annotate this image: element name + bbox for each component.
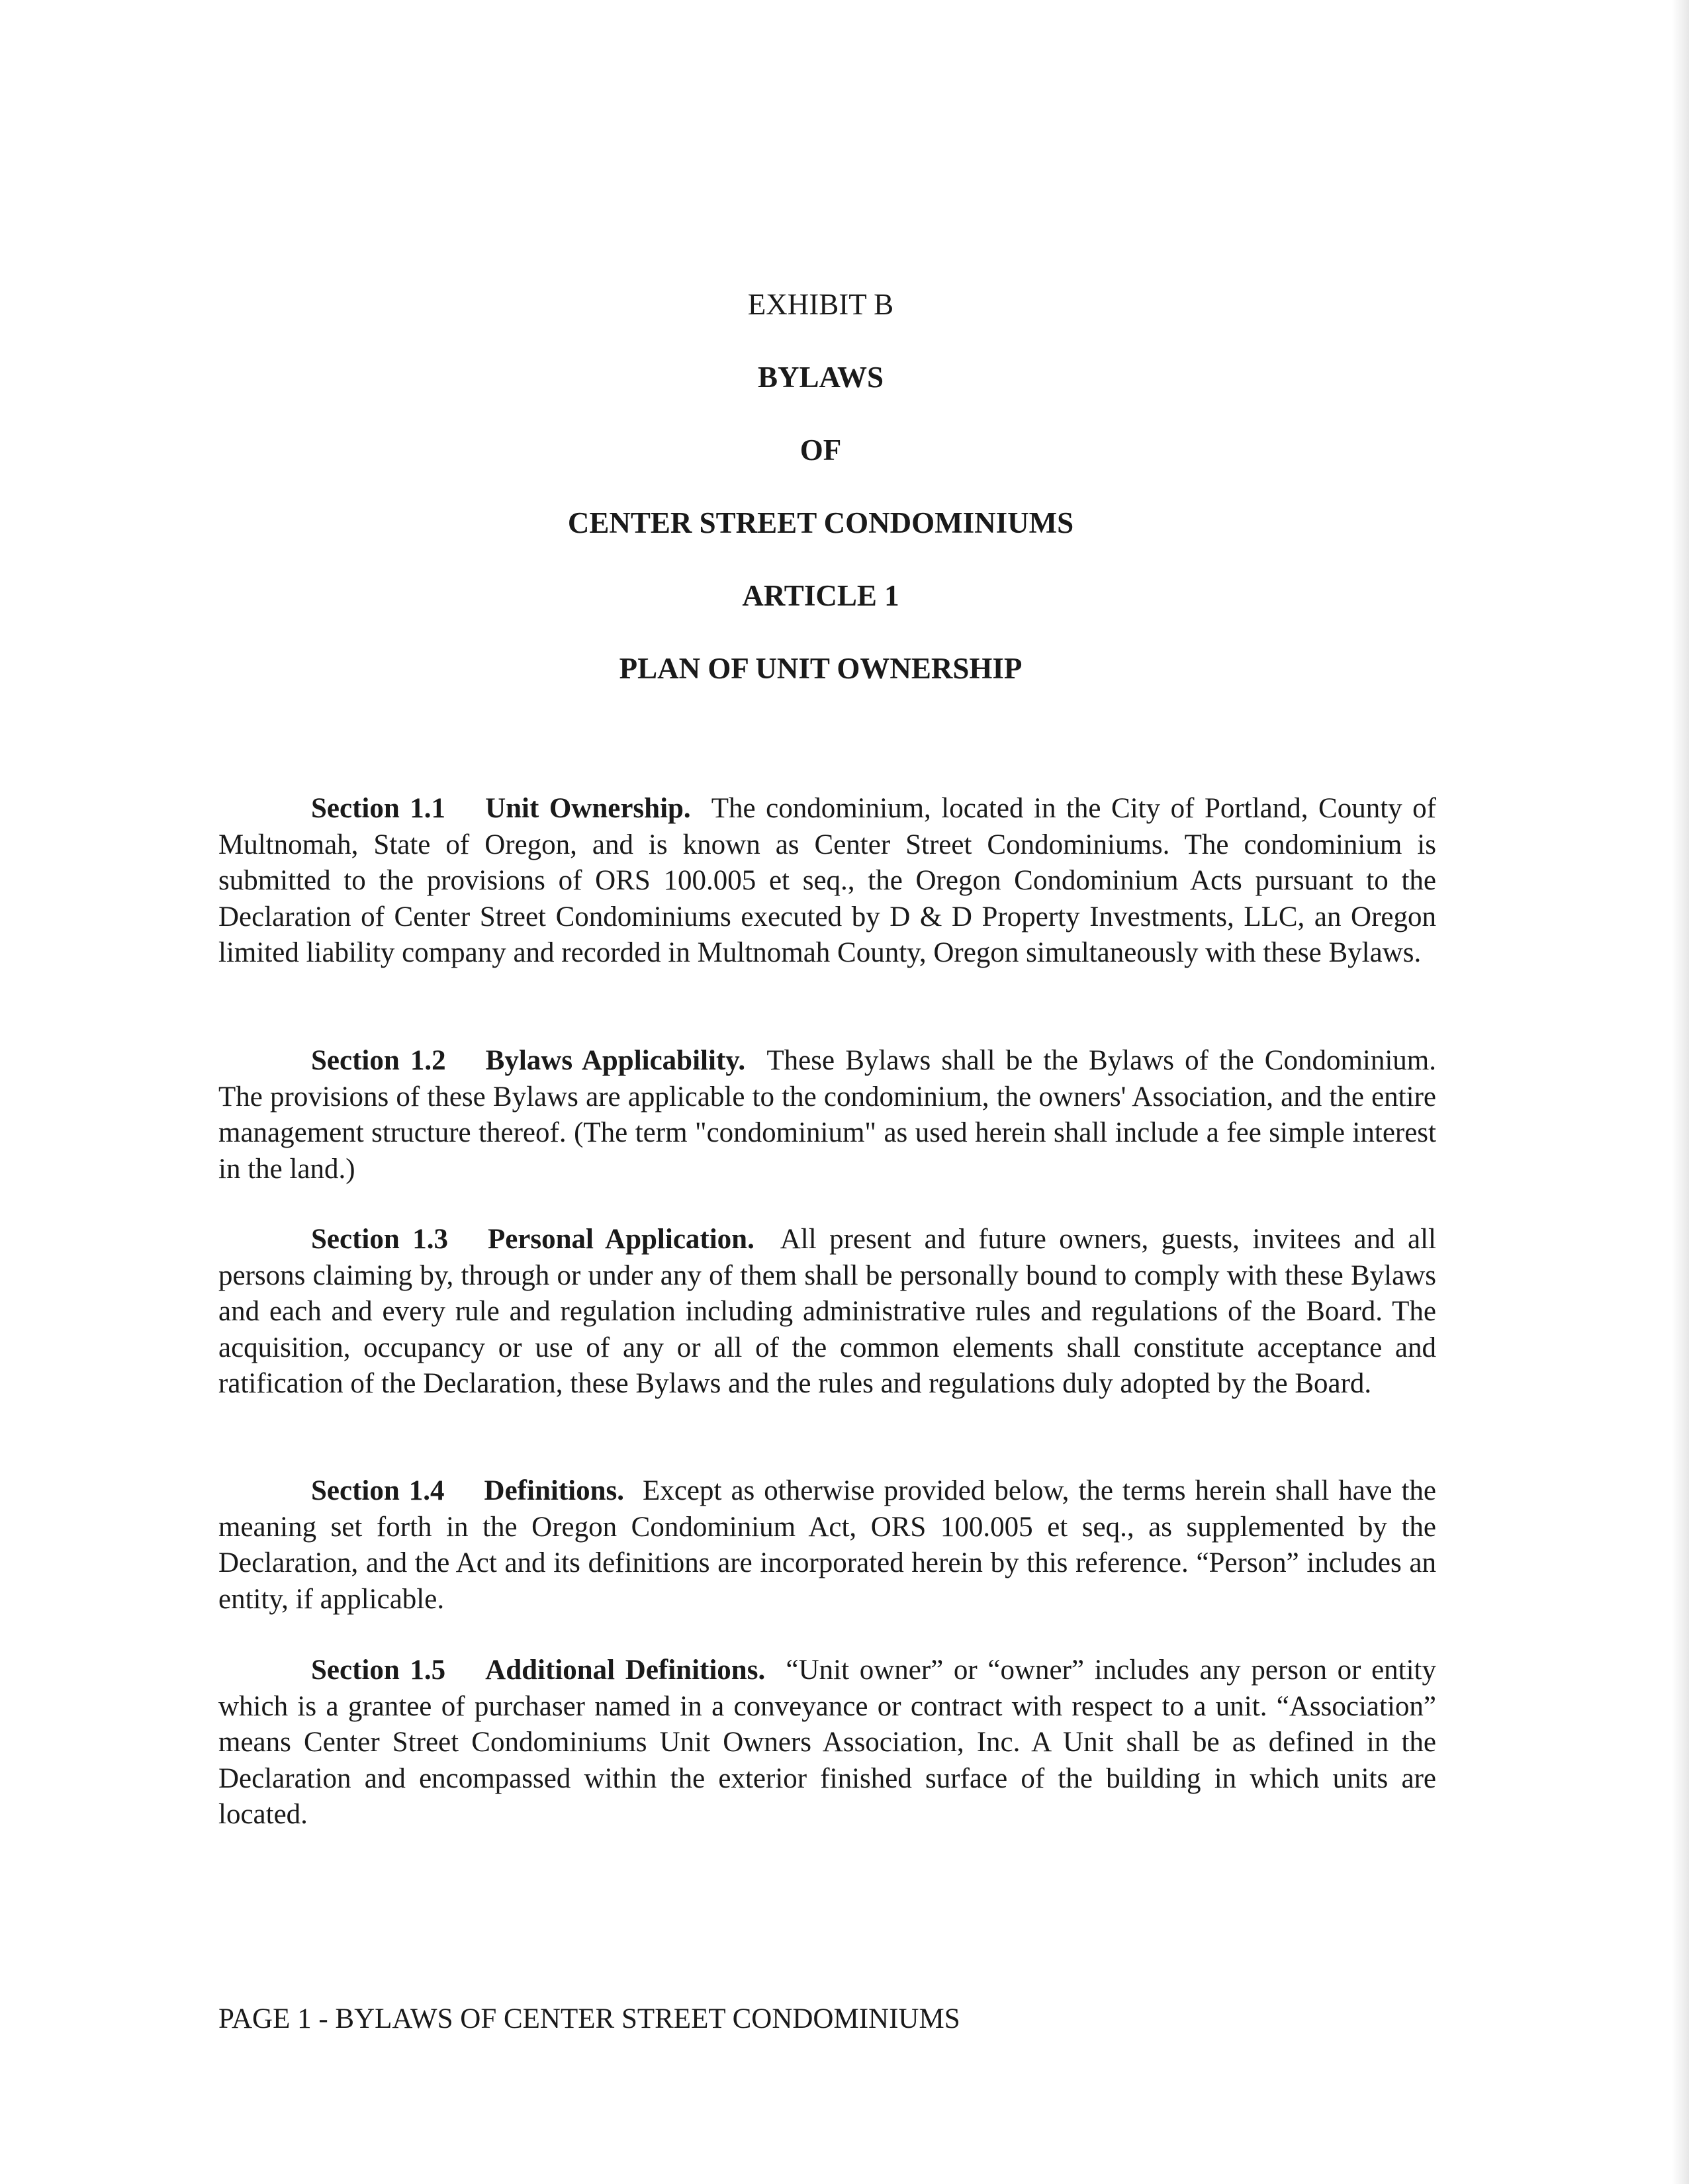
article-title: PLAN OF UNIT OWNERSHIP <box>619 652 1023 685</box>
section-1-3 <box>218 1222 1436 1402</box>
title-connector: OF <box>799 433 842 467</box>
section-1-5 <box>218 1653 1436 1833</box>
section-body: These Bylaws shall be the Bylaws of the Condominium. The provisions of these Bylaws are applicable to the condominium, the owners' Association, and the entire management structure thereof. (The term "condominium" as used herein shall include a fee simple interest in the land.) <box>218 1045 1436 1185</box>
section-title: Additional Definitions. <box>485 1655 766 1686</box>
section-body: Except as otherwise provided below, the terms herein shall have the meaning set forth in the Oregon Condominium Act, ORS 100.005 et seq., as supplemented by the Declaration, and the Act and its definitions are incorporated herein by this reference. “Person” includes an entity, if applicable. <box>218 1475 1436 1615</box>
section-1-2 <box>218 1043 1436 1187</box>
article-number: ARTICLE 1 <box>742 579 899 612</box>
section-body: All present and future owners, guests, invitees and all persons claiming by, through or under any of them shall be personally bound to comply with these Bylaws and each and every rule and regulation including administrative rules and regulations of the Board. The acquisition, occupancy or use of any or all of the common elements shall constitute acceptance and ratification of the Declaration, these Bylaws and the rules and regulations duly adopted by the Board. <box>218 1224 1436 1399</box>
condominium-name: CENTER STREET CONDOMINIUMS <box>567 506 1074 539</box>
document-title: BYLAWS <box>757 361 884 394</box>
section-number: Section 1.1 <box>311 793 446 824</box>
section-number: Section 1.2 <box>311 1045 446 1076</box>
section-body: “Unit owner” or “owner” includes any person or entity which is a grantee of purchaser named in a conveyance or contract with respect to a unit. “Association” means Center Street Condominiums Unit Owners Association, Inc. A Unit shall be as defined in the Declaration and encompassed within the exterior finished surface of the building in which units are located. <box>218 1655 1436 1830</box>
section-number: Section 1.5 <box>311 1655 446 1686</box>
section-title: Unit Ownership. <box>485 793 691 824</box>
section-1-4 <box>218 1473 1436 1617</box>
page-footer: PAGE 1 - BYLAWS OF CENTER STREET CONDOMINIUMS <box>218 2003 960 2034</box>
scan-edge-shadow <box>1672 0 1689 2184</box>
section-title: Bylaws Applicability. <box>485 1045 746 1076</box>
section-title: Definitions. <box>484 1475 624 1506</box>
section-1-1 <box>218 791 1436 972</box>
exhibit-label: EXHIBIT B <box>747 288 894 321</box>
section-number: Section 1.4 <box>311 1475 445 1506</box>
section-title: Personal Application. <box>487 1224 754 1255</box>
section-number: Section 1.3 <box>311 1224 448 1255</box>
section-body: The condominium, located in the City of Portland, County of Multnomah, State of Oregon, and is known as Center Street Condominiums. The condominium is submitted to the provisions of ORS 100.005 et seq., the Oregon Condominium Acts pursuant to the Declaration of Center Street Condominiums executed by D & D Property Investments, LLC, an Oregon limited liability company and recorded in Multnomah County, Oregon simultaneously with these Bylaws. <box>218 793 1436 968</box>
